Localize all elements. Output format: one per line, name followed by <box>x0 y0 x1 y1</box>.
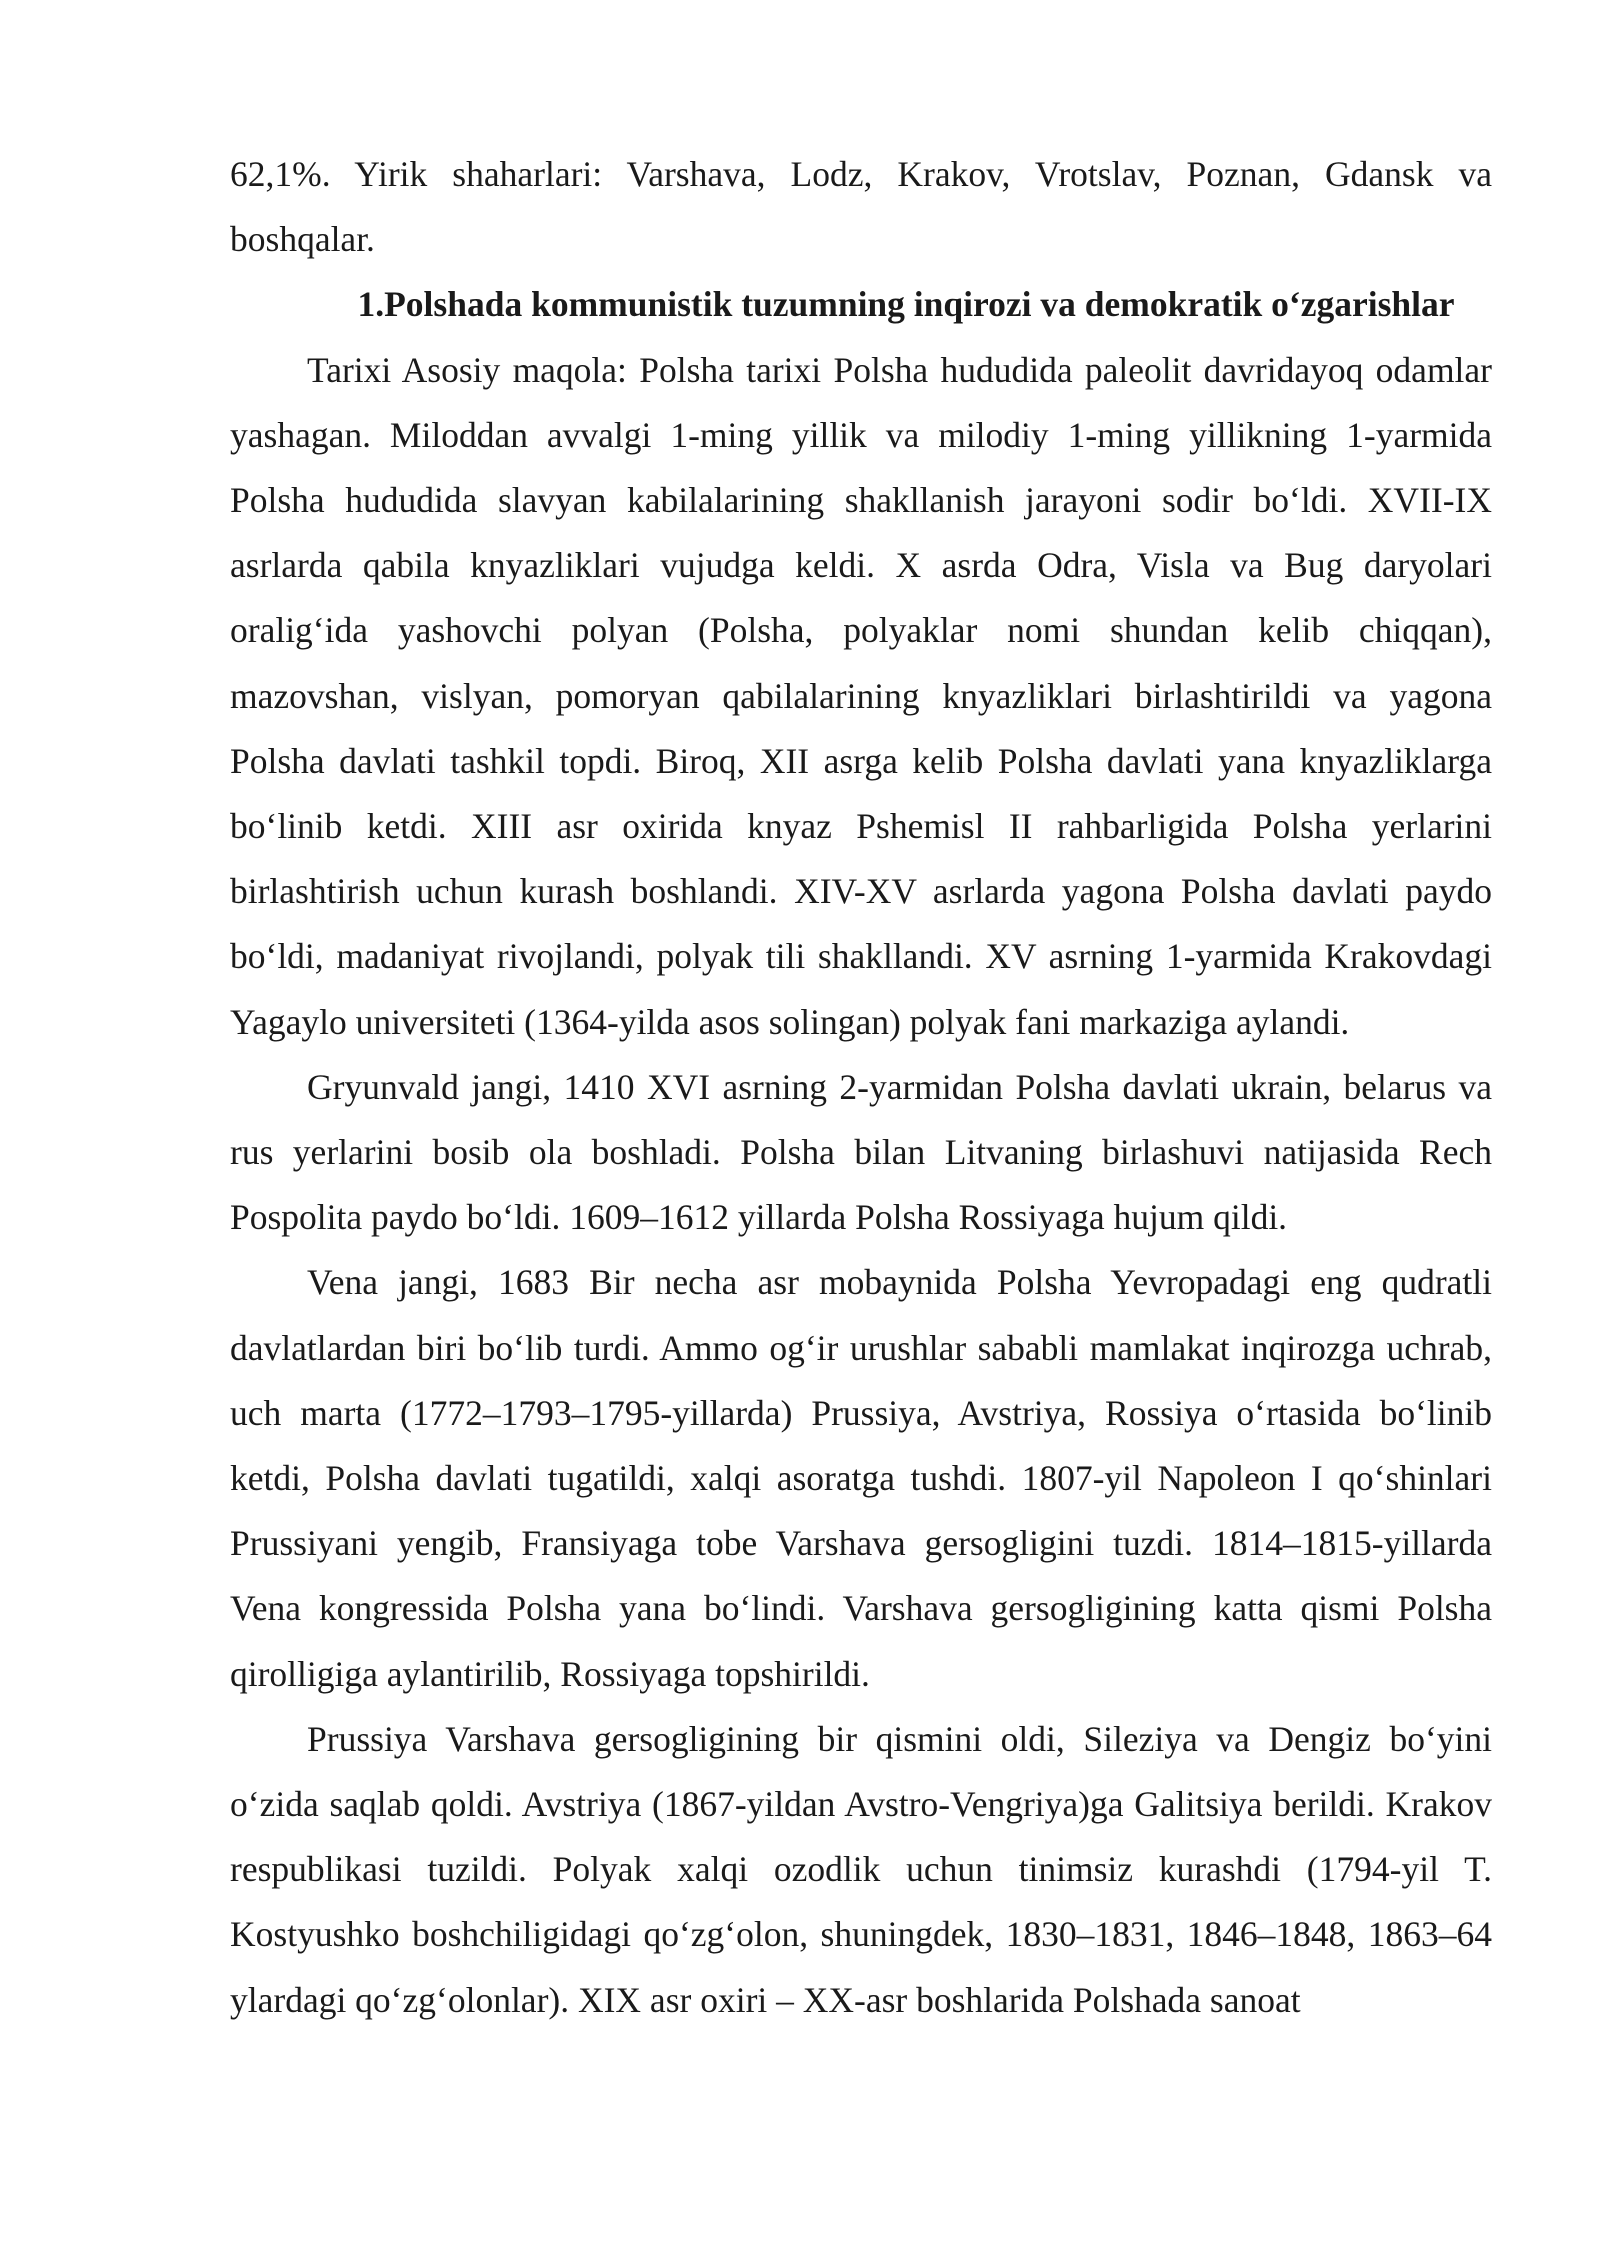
paragraph-vienna: Vena jangi, 1683 Bir necha asr mobaynida Polsha Yevropadagi eng qudratli davlatlardan biri bo‘lib turdi. Ammo og‘ir urushlar sababli mamlakat inqirozga uchrab, uch marta (1772–1793–1795-yillarda) Prussiya, Avstriya, Rossiya o‘rtasida bo‘linib ketdi, Polsha davlati tugatildi, xalqi asoratga tushdi. 1807-yil Napoleon I qo‘shinlari Prussiyani yengib, Fransiyaga tobe Varshava gersogligini tuzdi. 1814–1815-yillarda Vena kongressida Polsha yana bo‘lindi. Varshava gersogligining katta qismi Polsha qirolligiga aylantirilib, Rossiyaga topshirildi. <box>230 1262 1492 1694</box>
paragraph-history: Tarixi Asosiy maqola: Polsha tarixi Polsha hududida paleolit davridayoq odamlar yashagan. Miloddan avvalgi 1-ming yillik va milodiy 1-ming yillikning 1-yarmida Polsha hududida slavyan kabilalarining shakllanish jarayoni sodir bo‘ldi. XVII-IX asrlarda qabila knyazliklari vujudga keldi. X asrda Odra, Visla va Bug daryolari oralig‘ida yashovchi polyan (Polsha, polyaklar nomi shundan kelib chiqqan), mazovshan, vislyan, pomoryan qabilalarining knyazliklari birlashtirildi va yagona Polsha davlati tashkil topdi. Biroq, XII asrga kelib Polsha davlati yana knyazliklarga bo‘linib ketdi. XIII asr oxirida knyaz Pshemisl II rahbarligida Polsha yerlarini birlashtirish uchun kurash boshlandi. XIV-XV asrlarda yagona Polsha davlati paydo bo‘ldi, madaniyat rivojlandi, polyak tili shakllandi. XV asrning 1-yarmida Krakovdagi Yagaylo universiteti (1364-yilda asos solingan) polyak fani markaziga aylandi. <box>230 349 1492 1042</box>
section-heading: 1.Polshada kommunistik tuzumning inqirozi va demokratik o‘zgarishlar <box>357 284 1455 325</box>
paragraph-prussia: Prussiya Varshava gersogligining bir qismini oldi, Sileziya va Dengiz bo‘yini o‘zida saqlab qoldi. Avstriya (1867-yildan Avstro-Vengriya)ga Galitsiya berildi. Krakov respublikasi tuzildi. Polyak xalqi ozodlik uchun tinimsiz kurashdi (1794-yil T. Kostyushko boshchiligidagi qo‘zg‘olon, shuningdek, 1830–1831, 1846–1848, 1863–64 ylardagi qo‘zg‘olonlar). XIX asr oxiri – XX-asr boshlarida Polshada sanoat <box>230 1718 1492 2020</box>
document-page <box>230 142 1492 2033</box>
paragraph-grunwald: Gryunvald jangi, 1410 XVI asrning 2-yarmidan Polsha davlati ukrain, belarus va rus yerlarini bosib ola boshladi. Polsha bilan Litvaning birlashuvi natijasida Rech Pospolita paydo bo‘ldi. 1609–1612 yillarda Polsha Rossiyaga hujum qildi. <box>230 1066 1492 1238</box>
paragraph-cities: 62,1%. Yirik shaharlari: Varshava, Lodz, Krakov, Vrotslav, Poznan, Gdansk va boshqalar. <box>230 154 1492 260</box>
